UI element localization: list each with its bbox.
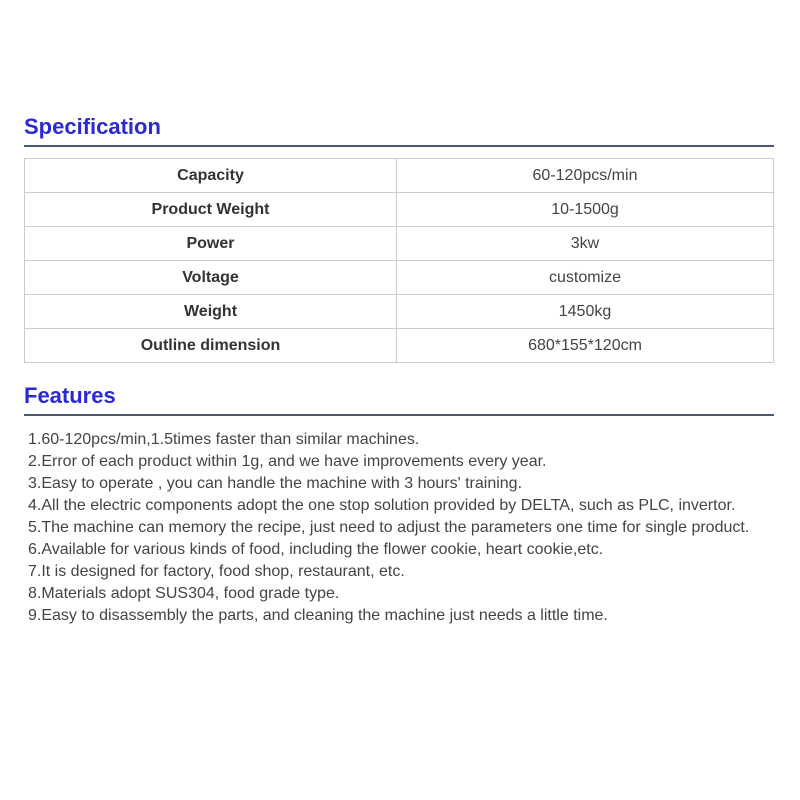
spec-value-capacity: 60-120pcs/min: [397, 159, 774, 193]
features-list: [28, 429, 768, 627]
spec-value-weight: 1450kg: [397, 295, 774, 329]
list-item: 5.The machine can memory the recipe, just need to adjust the parameters one time for single product.: [28, 519, 750, 536]
list-item: 7.It is designed for factory, food shop, restaurant, etc.: [28, 563, 405, 580]
spec-value-product-weight: 10-1500g: [397, 193, 774, 227]
spec-key-power: Power: [25, 227, 397, 261]
table-row: [25, 261, 774, 295]
spec-key-outline-dimension: Outline dimension: [25, 329, 397, 363]
spec-key-capacity: Capacity: [25, 159, 397, 193]
list-item: 3.Easy to operate , you can handle the machine with 3 hours' training.: [28, 475, 523, 492]
table-row: [25, 329, 774, 363]
list-item: 9.Easy to disassembly the parts, and cleaning the machine just needs a little time.: [28, 607, 608, 624]
list-item: 4.All the electric components adopt the one stop solution provided by DELTA, such as PLC, invertor.: [28, 497, 736, 514]
list-item: 2.Error of each product within 1g, and we have improvements every year.: [28, 453, 547, 470]
list-item: 1.60-120pcs/min,1.5times faster than similar machines.: [28, 431, 420, 448]
spec-key-product-weight: Product Weight: [25, 193, 397, 227]
table-row: [25, 227, 774, 261]
table-row: [25, 295, 774, 329]
features-heading: Features: [24, 382, 774, 416]
spec-value-voltage: customize: [397, 261, 774, 295]
spec-key-weight: Weight: [25, 295, 397, 329]
list-item: 6.Available for various kinds of food, including the flower cookie, heart cookie,etc.: [28, 541, 604, 558]
list-item: 8.Materials adopt SUS304, food grade type.: [28, 585, 340, 602]
specification-heading: Specification: [24, 113, 774, 147]
spec-value-outline-dimension: 680*155*120cm: [397, 329, 774, 363]
specification-table: [24, 158, 774, 363]
spec-value-power: 3kw: [397, 227, 774, 261]
spec-key-voltage: Voltage: [25, 261, 397, 295]
table-row: [25, 193, 774, 227]
table-row: [25, 159, 774, 193]
